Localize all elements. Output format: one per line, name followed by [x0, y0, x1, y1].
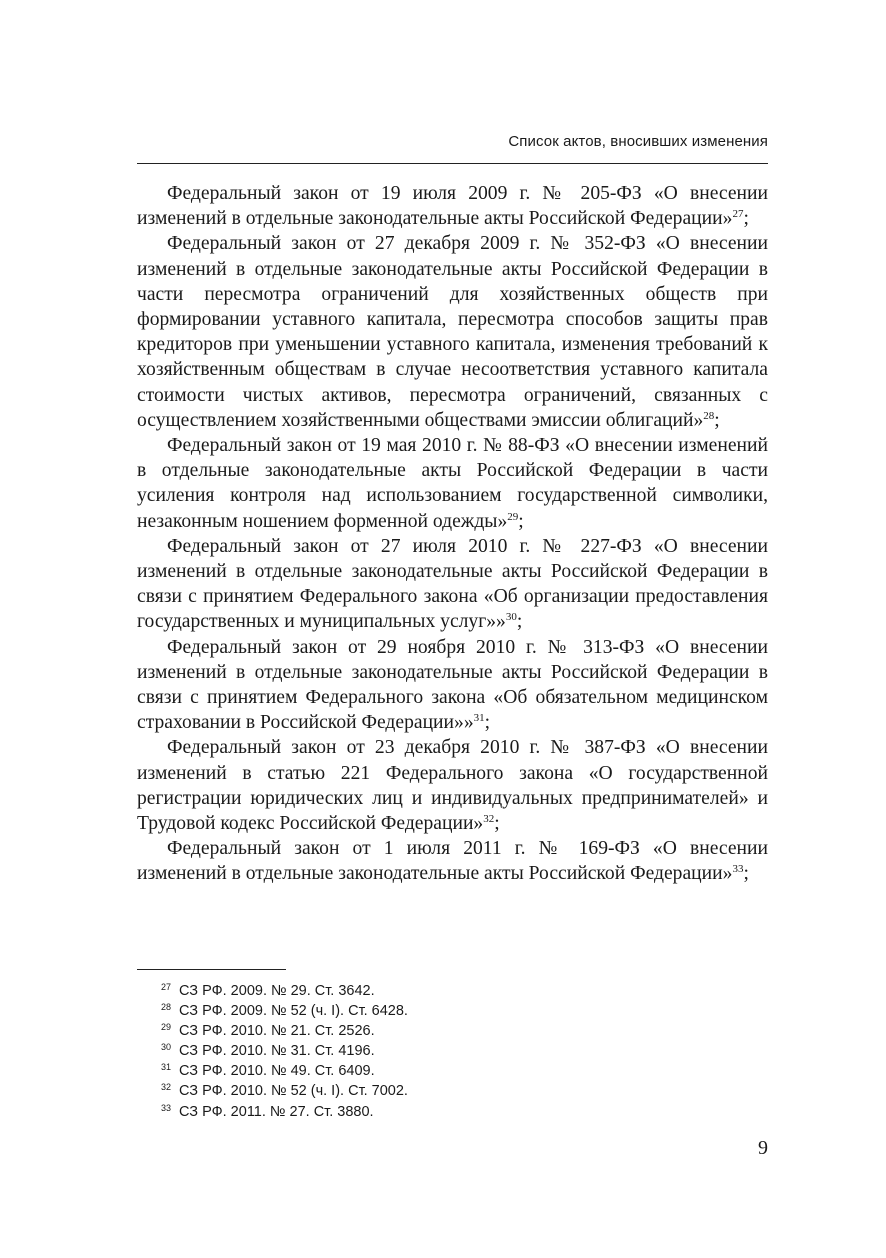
- footnote-ref: 29: [507, 510, 519, 523]
- footnote-ref: 33: [732, 863, 744, 876]
- paragraph: Федеральный закон от 1 июля 2011 г. № 169-ФЗ «О внесении изменений в отдельные законодательные акты Российской Федерации»$^{33}$;: [137, 838, 768, 885]
- footnotes: [161, 981, 761, 1122]
- footnote-ref: 28: [703, 409, 715, 422]
- footnote-ref: 32: [483, 813, 495, 826]
- body-text: [137, 181, 768, 887]
- footnote-text: СЗ РФ. 2010. № 21. Ст. 2526.: [179, 1023, 375, 1040]
- footnote-text: СЗ РФ. 2010. № 52 (ч. I). Ст. 7002.: [179, 1083, 408, 1100]
- paragraph: Федеральный закон от 19 июля 2009 г. № 205-ФЗ «О внесении изменений в отдельные законодательные акты Российской Федерации»$^{27}$;: [137, 183, 768, 230]
- page-number: 9: [758, 1137, 768, 1159]
- footnote: 30 СЗ РФ. 2010. № 31. Ст. 4196.: [161, 1042, 375, 1060]
- footnote-ref: 30: [505, 611, 517, 624]
- paragraph: Федеральный закон от 27 декабря 2009 г. № 352-ФЗ «О внесении изменений в отдельные законодательные акты Российской Федерации в части пересмотра ограничений для хозяйственных обществ при формировании уставного капитала, пересмотра способов защиты прав кредиторов при уменьшении уставного капитала, изменения требований к хозяйственным обществам в случае несоответствия уставного капитала стоимости чистых активов, пересмотра ограничений, связанных с осуществлением хозяйственными обществами эмиссии облигаций»$^{28}$;: [137, 233, 768, 431]
- footnote-ref: 27: [732, 208, 744, 221]
- footnote: 32 СЗ РФ. 2010. № 52 (ч. I). Ст. 7002.: [161, 1082, 408, 1100]
- footnote-text: СЗ РФ. 2011. № 27. Ст. 3880.: [179, 1103, 374, 1120]
- footnote-separator: [137, 969, 286, 970]
- header-rule: [137, 163, 768, 164]
- paragraph: Федеральный закон от 23 декабря 2010 г. № 387-ФЗ «О внесении изменений в статью 221 Федерального закона «О государственной регистрации юридических лиц и индивидуальных предпринимателей» и Трудовой кодекс Российской Федерации»$^{32}$;: [137, 737, 768, 835]
- footnote-text: СЗ РФ. 2009. № 52 (ч. I). Ст. 6428.: [179, 1003, 408, 1020]
- footnote: 31 СЗ РФ. 2010. № 49. Ст. 6409.: [161, 1062, 375, 1080]
- footnote-text: СЗ РФ. 2010. № 31. Ст. 4196.: [179, 1043, 375, 1060]
- footnote-text: СЗ РФ. 2009. № 29. Ст. 3642.: [179, 983, 375, 999]
- footnote-text: СЗ РФ. 2010. № 49. Ст. 6409.: [179, 1063, 375, 1080]
- footnote: 33 СЗ РФ. 2011. № 27. Ст. 3880.: [161, 1102, 374, 1120]
- footnote: 28 СЗ РФ. 2009. № 52 (ч. I). Ст. 6428.: [161, 1002, 408, 1020]
- footnote: 27 СЗ РФ. 2009. № 29. Ст. 3642.: [161, 982, 375, 999]
- running-head: Список актов, вносивших изменения: [508, 133, 768, 150]
- paragraph: Федеральный закон от 29 ноября 2010 г. № 313-ФЗ «О внесении изменений в отдельные законодательные акты Российской Федерации в связи с принятием Федерального закона «Об обязательном медицинском страховании в Российской Федерации»»$^{31}$;: [137, 636, 768, 734]
- paragraph: Федеральный закон от 19 мая 2010 г. № 88-ФЗ «О внесении изменений в отдельные законодательные акты Российской Федерации в части усиления контроля над использованием государственной символики, незаконным ношением форменной одежды»$^{29}$;: [137, 435, 768, 532]
- footnote: 29 СЗ РФ. 2010. № 21. Ст. 2526.: [161, 1022, 375, 1040]
- footnote-ref: 31: [473, 712, 485, 725]
- paragraph: Федеральный закон от 27 июля 2010 г. № 227-ФЗ «О внесении изменений в отдельные законодательные акты Российской Федерации в связи с принятием Федерального закона «Об организации предоставления государственных и муниципальных услуг»»$^{30}$;: [137, 535, 768, 633]
